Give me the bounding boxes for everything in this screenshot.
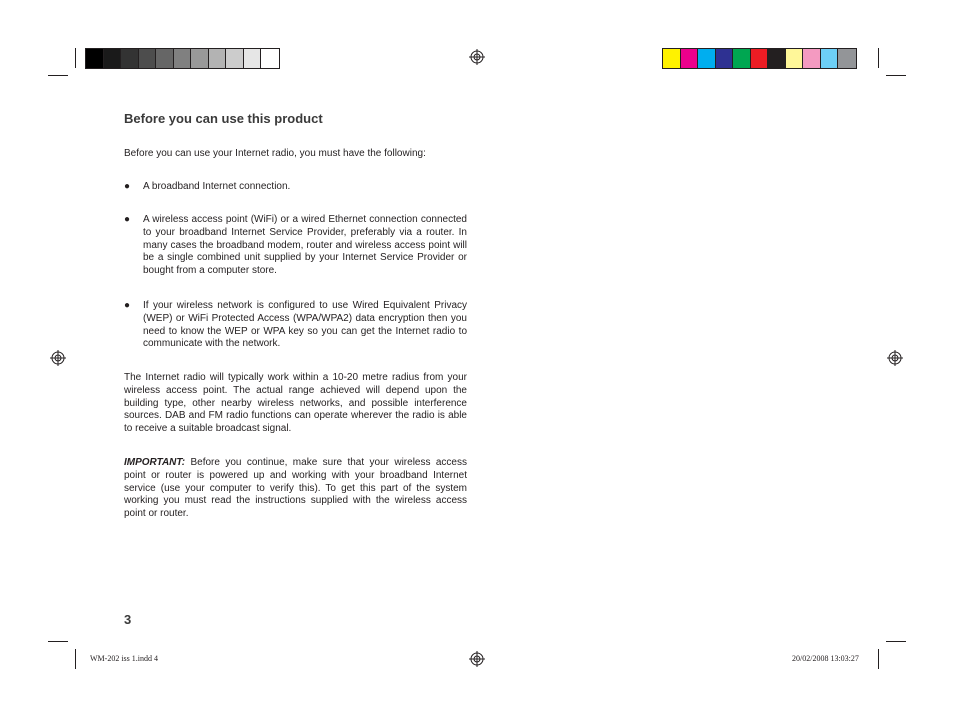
bullet-text-encryption: If your wireless network is configured to use Wired Equivalent Privacy (WEP) or WiFi Protected Access (WPA/WPA2) data encryption then you need to know the WEP or WPA key so you can get the Internet radio to communicate with the network. <box>143 300 467 350</box>
color-swatch <box>86 49 104 68</box>
crop-mark <box>878 649 879 669</box>
bullet-icon: ● <box>124 300 131 311</box>
bullet-text-access-point: A wireless access point (WiFi) or a wired Ethernet connection connected to your broadband Internet Service Provider, preferably via a router. In many cases the broadband modem, router and wireless access point will be a single combined unit supplied by your Internet Service Provider or bought from a computer store. <box>143 214 467 277</box>
color-swatch <box>191 49 209 68</box>
color-swatch <box>156 49 174 68</box>
color-swatch <box>786 49 804 68</box>
bullet-text-broadband: A broadband Internet connection. <box>143 181 291 192</box>
color-swatch <box>104 49 122 68</box>
registration-mark-icon <box>469 651 485 667</box>
crop-mark <box>75 48 76 68</box>
grayscale-color-bar <box>85 48 280 69</box>
color-swatch <box>733 49 751 68</box>
intro-paragraph: Before you can use your Internet radio, you must have the following: <box>124 148 426 159</box>
color-swatch <box>209 49 227 68</box>
range-paragraph: The Internet radio will typically work within a 10-20 metre radius from your wireless access point. The actual range achieved will depend upon the building type, other nearby wireless networks, and possible interference sources. DAB and FM radio functions can operate wherever the radio is able to receive a suitable broadcast signal. <box>124 372 467 435</box>
crop-mark <box>886 641 906 642</box>
color-swatch <box>768 49 786 68</box>
slug-filename: WM-202 iss 1.indd 4 <box>90 654 158 663</box>
crop-mark <box>48 641 68 642</box>
color-swatch <box>244 49 262 68</box>
crop-mark <box>886 75 906 76</box>
crop-mark <box>878 48 879 68</box>
page-number: 3 <box>124 612 132 627</box>
color-swatch <box>681 49 699 68</box>
color-swatch <box>261 49 279 68</box>
registration-mark-icon <box>469 49 485 65</box>
important-text: Before you continue, make sure that your wireless access point or router is powered up and working with your broadband Internet service (use your computer to verify this). To get this part of the system working you must read the instructions supplied with the wireless access point or router. <box>124 457 467 520</box>
bullet-icon: ● <box>124 181 131 192</box>
color-swatch <box>751 49 769 68</box>
color-swatch <box>698 49 716 68</box>
color-swatch <box>716 49 734 68</box>
registration-mark-icon <box>50 350 66 366</box>
important-label: IMPORTANT: <box>124 457 186 468</box>
crop-mark <box>48 75 68 76</box>
color-swatch <box>663 49 681 68</box>
color-swatch <box>838 49 856 68</box>
registration-mark-icon <box>887 350 903 366</box>
bullet-icon: ● <box>124 214 131 225</box>
color-swatch <box>139 49 157 68</box>
slug-timestamp: 20/02/2008 13:03:27 <box>792 654 859 663</box>
important-paragraph <box>124 457 467 521</box>
color-swatch <box>121 49 139 68</box>
process-color-bar <box>662 48 857 69</box>
color-swatch <box>803 49 821 68</box>
color-swatch <box>821 49 839 68</box>
crop-mark <box>75 649 76 669</box>
color-swatch <box>226 49 244 68</box>
section-heading: Before you can use this product <box>124 111 323 126</box>
color-swatch <box>174 49 192 68</box>
